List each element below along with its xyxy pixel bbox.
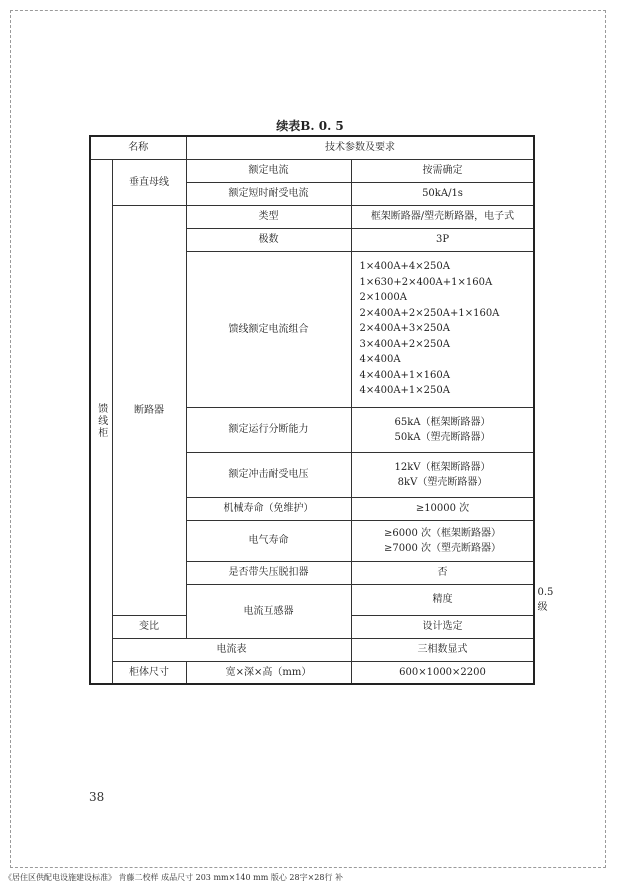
busbar-label: 垂直母线	[112, 159, 186, 205]
cabinet-size-value: 600×1000×2200	[351, 661, 534, 684]
busbar-rated-current-value: 按需确定	[351, 159, 534, 182]
ct-accuracy-param: 精度	[351, 584, 534, 615]
header-name: 名称	[90, 136, 186, 159]
combo-item: 2×1000A	[359, 292, 407, 304]
breaker-type-param: 类型	[186, 205, 351, 228]
breaker-elec-param: 电气寿命	[186, 520, 351, 561]
breaker-poles-param: 极数	[186, 228, 351, 251]
page-number: 38	[89, 790, 105, 804]
combo-item: 3×400A+2×250A	[359, 338, 450, 350]
breaker-breaking-param: 额定运行分断能力	[186, 407, 351, 452]
breaker-poles-value: 3P	[351, 228, 534, 251]
combo-item: 2×400A+2×250A+1×160A	[359, 307, 500, 319]
ct-ratio-param: 变比	[112, 615, 186, 638]
impulse-value: 12kV（框架断路器）	[394, 461, 491, 473]
busbar-short-time-param: 额定短时耐受电流	[186, 182, 351, 205]
header-row	[90, 136, 534, 159]
breaker-combo-list	[351, 251, 534, 407]
breaker-impulse-values	[351, 452, 534, 497]
elec-value: ≥6000 次（框架断路器）	[383, 527, 501, 539]
combo-item: 1×630+2×400A+1×160A	[359, 276, 493, 288]
group-feeder-cabinet: 馈线柜	[90, 159, 112, 684]
combo-item: 2×400A+3×250A	[359, 323, 450, 335]
breaker-undervolt-param: 是否带失压脱扣器	[186, 561, 351, 584]
cabinet-size-label: 柜体尺寸	[112, 661, 186, 684]
breaker-impulse-param: 额定冲击耐受电压	[186, 452, 351, 497]
breaker-type-value: 框架断路器/塑壳断路器，电子式	[351, 205, 534, 228]
elec-value: ≥7000 次（塑壳断路器）	[383, 542, 501, 554]
combo-item: 4×400A	[359, 354, 401, 366]
ammeter-value: 三相数显式	[351, 638, 534, 661]
breaker-mech-value: ≥10000 次	[351, 497, 534, 520]
table-row: 电流互感器 精度 0.5 级	[90, 584, 534, 615]
impulse-value: 8kV（塑壳断路器）	[397, 476, 488, 488]
breaking-value: 50kA（塑壳断路器）	[394, 431, 491, 443]
breaker-breaking-values	[351, 407, 534, 452]
table-row	[90, 638, 534, 661]
table-row	[90, 159, 534, 182]
breaker-elec-values	[351, 520, 534, 561]
table-row	[90, 205, 534, 228]
cabinet-size-param: 宽×深×高（mm）	[186, 661, 351, 684]
combo-item: 4×400A+1×160A	[359, 369, 450, 381]
busbar-rated-current-param: 额定电流	[186, 159, 351, 182]
table-row	[90, 661, 534, 684]
combo-item: 4×400A+1×250A	[359, 385, 450, 397]
spec-table	[89, 135, 554, 685]
busbar-short-time-value: 50kA/1s	[351, 182, 534, 205]
table-title: 续表B. 0. 5	[276, 119, 344, 133]
ammeter-label: 电流表	[112, 638, 351, 661]
breaker-label: 断路器	[112, 205, 186, 615]
combo-item: 1×400A+4×250A	[359, 261, 450, 273]
breaker-undervolt-value: 否	[351, 561, 534, 584]
breaking-value: 65kA（框架断路器）	[394, 416, 491, 428]
header-params: 技术参数及要求	[186, 136, 534, 159]
print-footer: 《居住区供配电设施建设标准》 肯藤二校样 成品尺寸 203 mm×140 mm 版心 28字×28行 补	[4, 873, 343, 882]
ct-ratio-value: 设计选定	[351, 615, 534, 638]
breaker-mech-param: 机械寿命（免维护）	[186, 497, 351, 520]
ct-label: 电流互感器	[186, 584, 351, 638]
breaker-combo-param: 馈线额定电流组合	[186, 251, 351, 407]
